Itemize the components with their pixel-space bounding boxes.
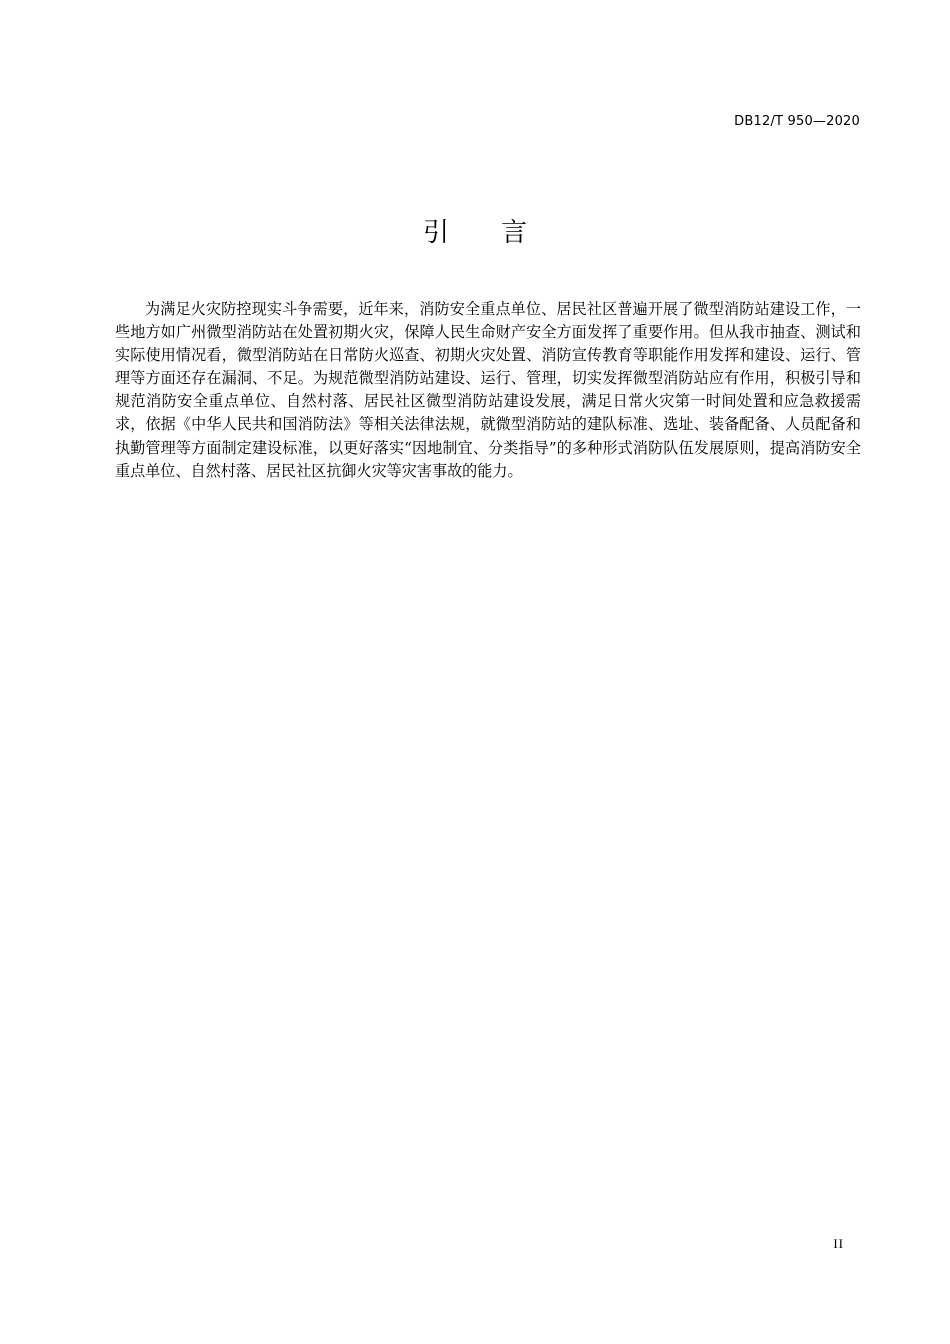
section-title: 引言 [422,218,579,248]
document-code: DB12/T 950—2020 [734,114,860,129]
page-number: II [833,1236,844,1251]
introduction-paragraph: 为满足火灾防控现实斗争需要，近年来，消防安全重点单位、居民社区普遍开展了微型消防站建设工作，一些地方如广州微型消防站在处置初期火灾，保障人民生命财产安全方面发挥了重要作用。但从我市抽查、测试和实际使用情况看，微型消防站在日常防火巡查、初期火灾处置、消防宣传教育等职能作用发挥和建设、运行、管理等方面还存在漏洞、不足。为规范微型消防站建设、运行、管理，切实发挥微型消防站应有作用，积极引导和规范消防安全重点单位、自然村落、居民社区微型消防站建设发展，满足日常火灾第一时间处置和应急救援需求，依据《中华人民共和国消防法》等相关法律法规，就微型消防站的建队标准、选址、装备配备、人员配备和执勤管理等方面制定建设标准，以更好落实“因地制宜、分类指导”的多种形式消防队伍发展原则，提高消防安全重点单位、自然村落、居民社区抗御火灾等灾害事故的能力。 [115,300,861,480]
